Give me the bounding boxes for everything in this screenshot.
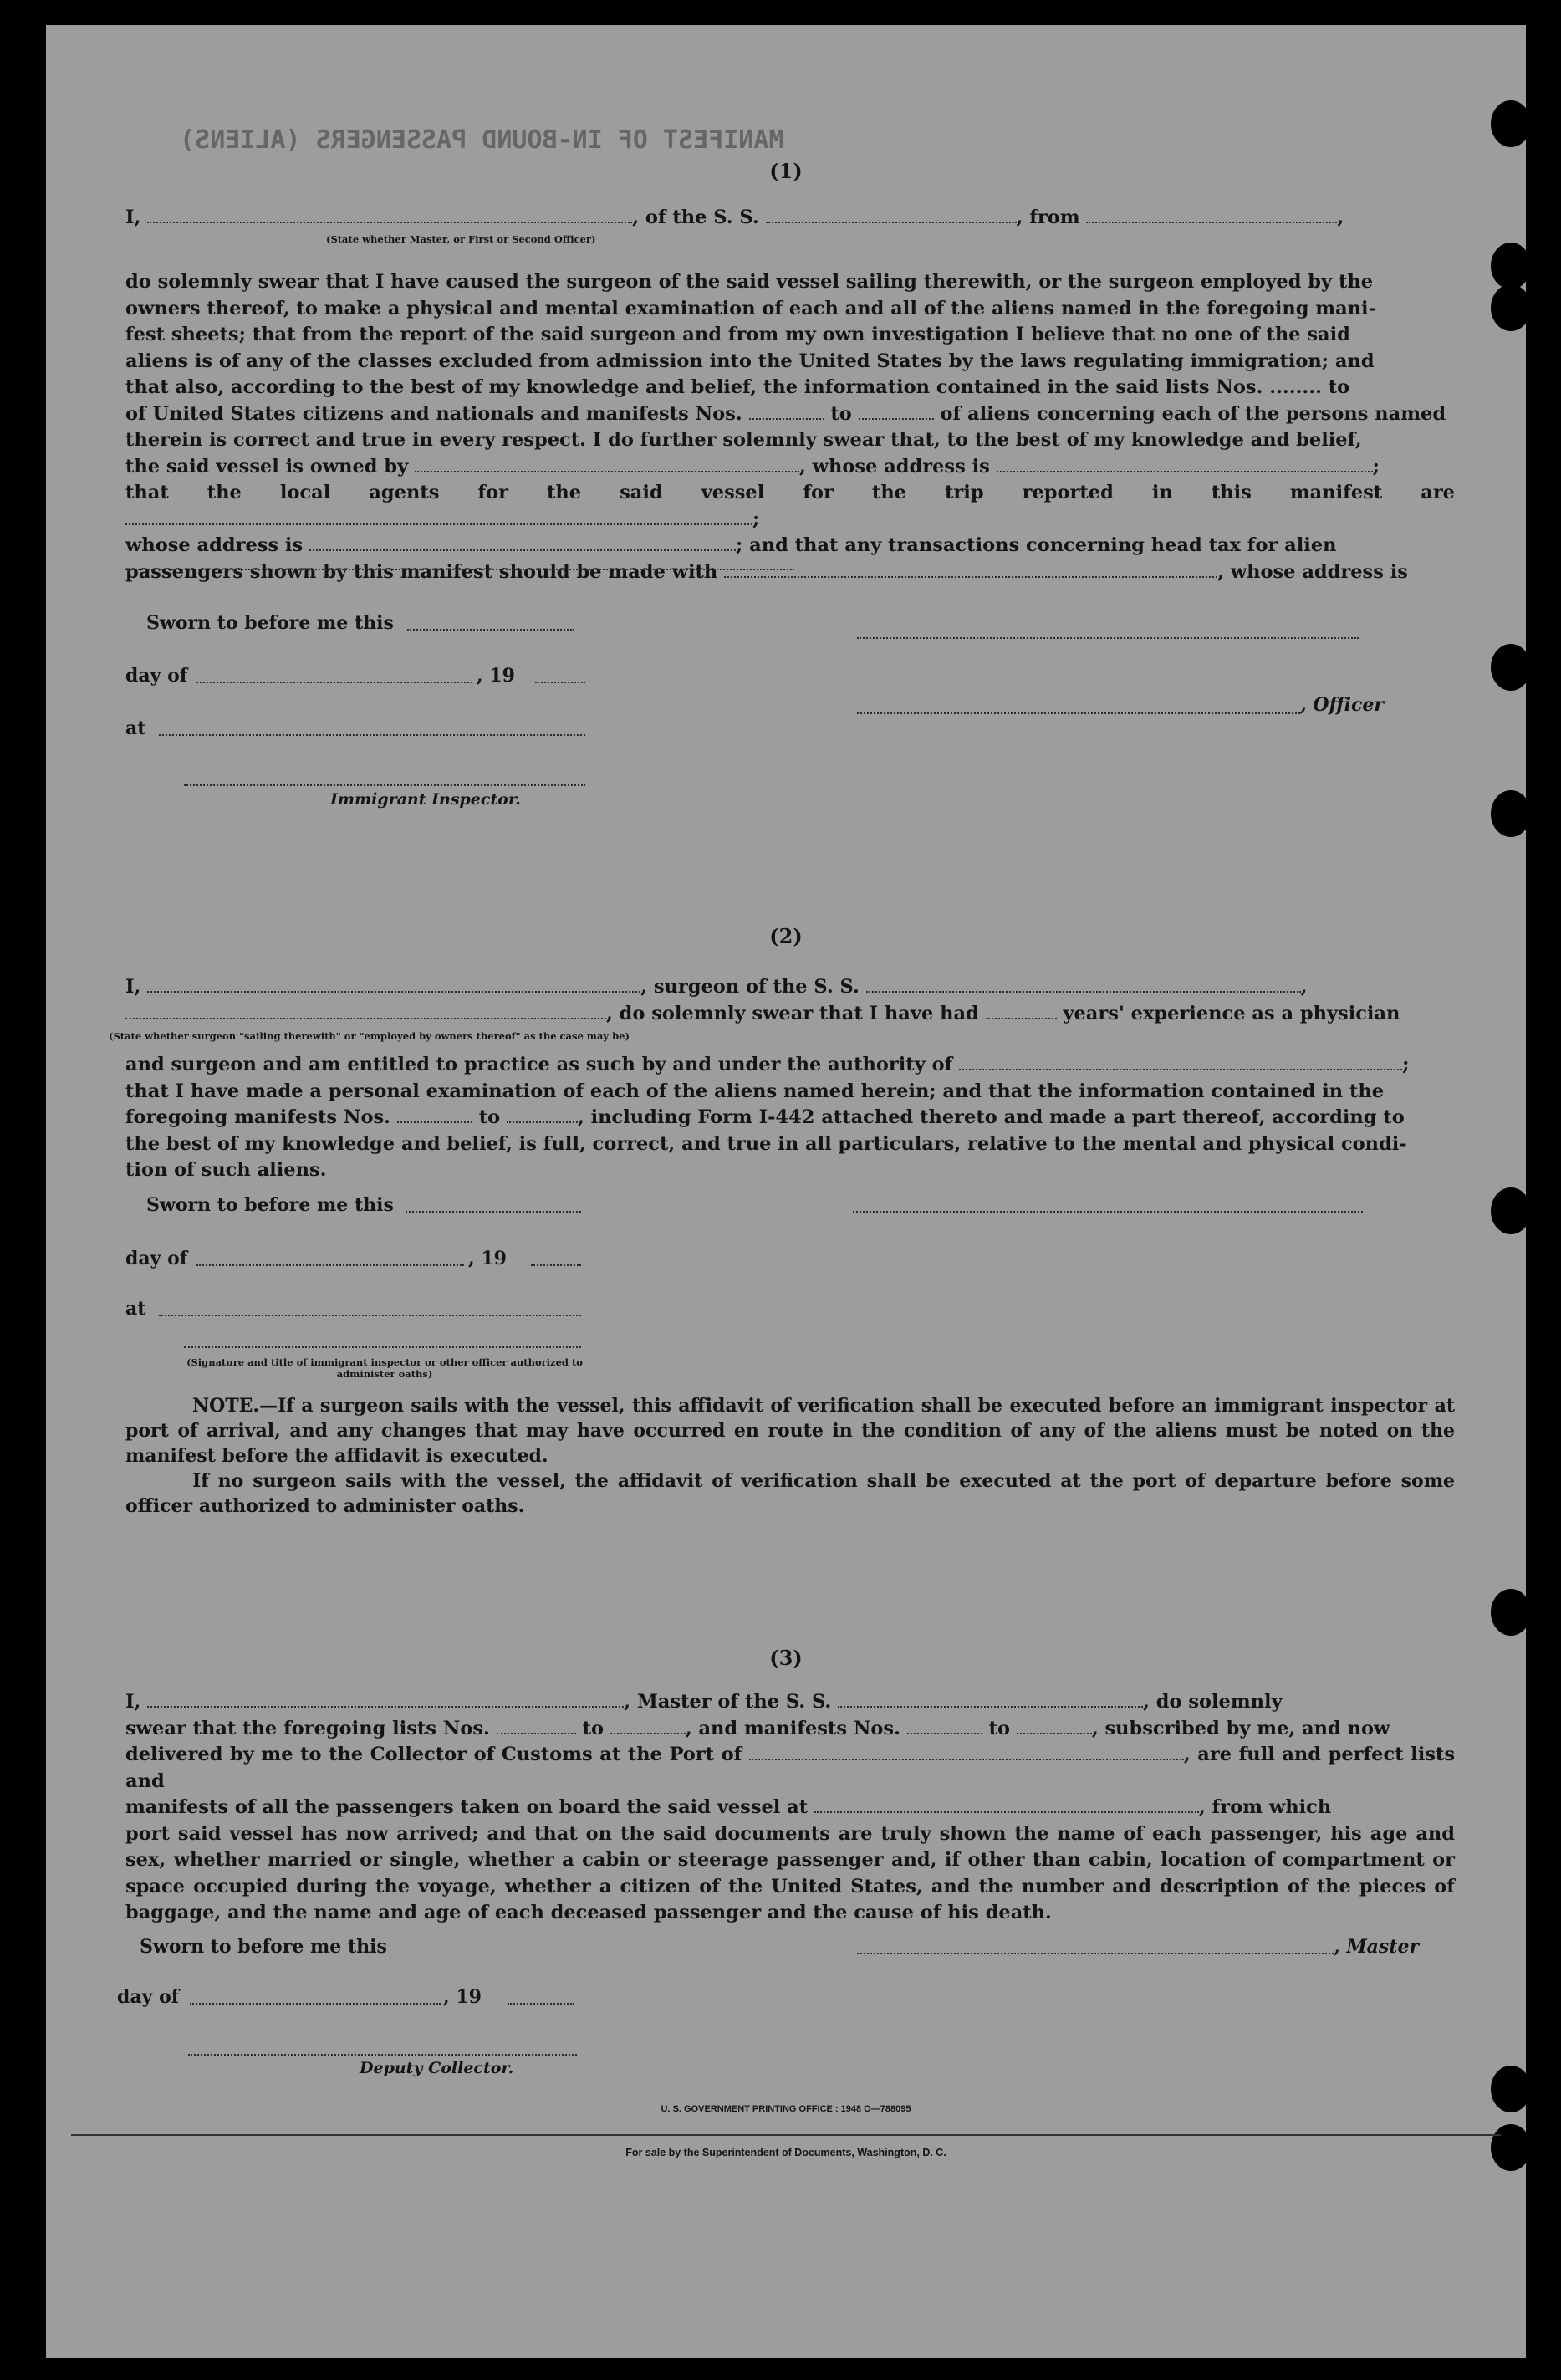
at-label-1: at [125, 718, 146, 739]
sworn-label-3: Sworn to before me this [140, 1936, 387, 1958]
collector-caption: Deputy Collector. [360, 2059, 514, 2077]
sworn-line-2 [406, 1211, 581, 1213]
officer-note: (State whether Master, or First or Second Officer) [326, 232, 596, 245]
year-line-1 [535, 682, 585, 683]
section-2-body: and surgeon and am entitled to practice as such by and under the authority of ; that I have made a personal examination of each of the aliens named herein; and that the information contained in the foregoing manifests Nos. to , including Form I-442 attached thereto and made a part thereof, according to the best of my knowledge and belief, is full, correct, and true in all particulars, relative to the mental and physical condi- tion of such aliens. [125, 1054, 1410, 1181]
day-of-label-1: day of [125, 665, 188, 687]
section-2-opening: I, , surgeon of the S. S. , , do solemnly swear that I have had years' experience as a physician (State whether surgeon "sailing therewith" or "employed by owners thereof" as the case may be) [125, 974, 1455, 1050]
binder-hole [1491, 644, 1531, 691]
master-line [857, 1953, 1334, 1954]
day-line-2 [196, 1264, 464, 1266]
binder-hole [1491, 790, 1531, 837]
officer-line [857, 712, 1300, 714]
day-of-label-2: day of [125, 1248, 188, 1269]
year-label-2: , 19 [468, 1248, 507, 1269]
section-2-note: NOTE.—If a surgeon sails with the vessel, this affidavit of verification shall be executed before an immigrant inspector at port of arrival, and any changes that may have occurred en route in the condition of any of the aliens must be noted on the manifest before the affidavit is executed. If no surgeon sails with the vessel, the affidavit of verification shall be executed at the port of departure before some officer authorized to administer oaths. [125, 1395, 1455, 1517]
binder-hole [1491, 284, 1531, 331]
day-of-label-3: day of [117, 1986, 180, 2008]
at-line-2 [159, 1315, 581, 1316]
printing-office: U. S. GOVERNMENT PRINTING OFFICE : 1948 O—788095 [661, 2104, 911, 2114]
day-line-1 [196, 682, 472, 683]
officer-label: , Officer [1300, 694, 1385, 716]
year-label-3: , 19 [443, 1986, 482, 2008]
manifest-page [46, 25, 1526, 2358]
year-label-1: , 19 [477, 665, 515, 687]
section-3-number: (3) [769, 1646, 803, 1670]
year-line-3 [508, 2003, 574, 2005]
binder-hole [1491, 1187, 1531, 1234]
section-1-opening: I, , of the S. S. , from , (State whether Master, or First or Second Officer) [125, 205, 1455, 253]
sworn-line-1 [407, 629, 574, 631]
year-line-2 [531, 1264, 581, 1266]
note-label: NOTE. [192, 1395, 260, 1417]
inspector-line-1 [184, 784, 585, 786]
at-label-2: at [125, 1298, 146, 1320]
section-2-number: (2) [769, 924, 803, 948]
binder-hole [1491, 100, 1531, 147]
sworn-label-1: Sworn to before me this [146, 612, 394, 634]
master-label: , Master [1334, 1936, 1420, 1958]
blank-line [125, 569, 794, 570]
section-3-body: I, , Master of the S. S. , do solemnly swear that the foregoing lists Nos. to , and manifests Nos. to , subscribed by me, and now delivered by me to the Collector of Customs at the Port of , are full and perfect lists and manifests of all the passengers taken on board the said vessel at , from which port said vessel has now arrived; and that on the said documents are truly shown the name of each passenger, his age and sex, whether married or single, whether a cabin or steerage passenger and, if other than cabin, location of compartment or space occupied during the voyage, whether a citizen of the United States, and the number and description of the pieces of baggage, and the name and age of each deceased passenger and the cause of his death. [125, 1691, 1455, 1923]
binder-hole [1491, 1589, 1531, 1636]
signature-line-2 [184, 1346, 581, 1348]
signature-note: (Signature and title of immigrant inspector or other officer authorized to administer oaths) [186, 1356, 583, 1380]
sworn-label-2: Sworn to before me this [146, 1194, 394, 1216]
collector-line [188, 2054, 577, 2056]
surgeon-state-note: (State whether surgeon "sailing therewith" or "employed by owners thereof" as the case may be) [109, 1030, 630, 1042]
sworn-right-line-2 [853, 1211, 1363, 1213]
section-1-number: (1) [769, 159, 803, 183]
at-line-1 [159, 734, 585, 736]
inspector-caption: Immigrant Inspector. [330, 790, 521, 809]
binder-hole [1491, 243, 1531, 289]
day-line-3 [190, 2003, 441, 2005]
footer-rule [71, 2134, 1501, 2136]
section-1-body: do solemnly swear that I have caused the surgeon of the said vessel sailing therewith, or the surgeon employed by the owners thereof, to make a physical and mental examination of each and all of the aliens named in the foregoing mani- fest sheets; that from the report of the said surgeon and from my own investigation I believe that no one of the said aliens is of any of the classes excluded from admission into the United States by the laws regulating immigration; and that also, according to the best of my knowledge and belief, the information contained in the said lists Nos. ........ to of United States citizens and nationals and manifests Nos. to of aliens concerning each of the persons named therein is correct and true in every respect. I do further solemnly swear that, to the best of my knowledge and belief, the said vessel is owned by , whose address is ; that the local agents for the said vessel for the trip reported in this manifest are ; whose address is ; and that any transactions concerning head tax for alien passengers shown by this manifest should be made with , whose address is [125, 271, 1455, 583]
officer-line-top [857, 637, 1359, 639]
bleed-through-title: MANIFEST OF IN-BOUND PASSENGERS (ALIENS) [180, 125, 784, 155]
for-sale-note: For sale by the Superintendent of Documents, Washington, D. C. [625, 2147, 946, 2158]
